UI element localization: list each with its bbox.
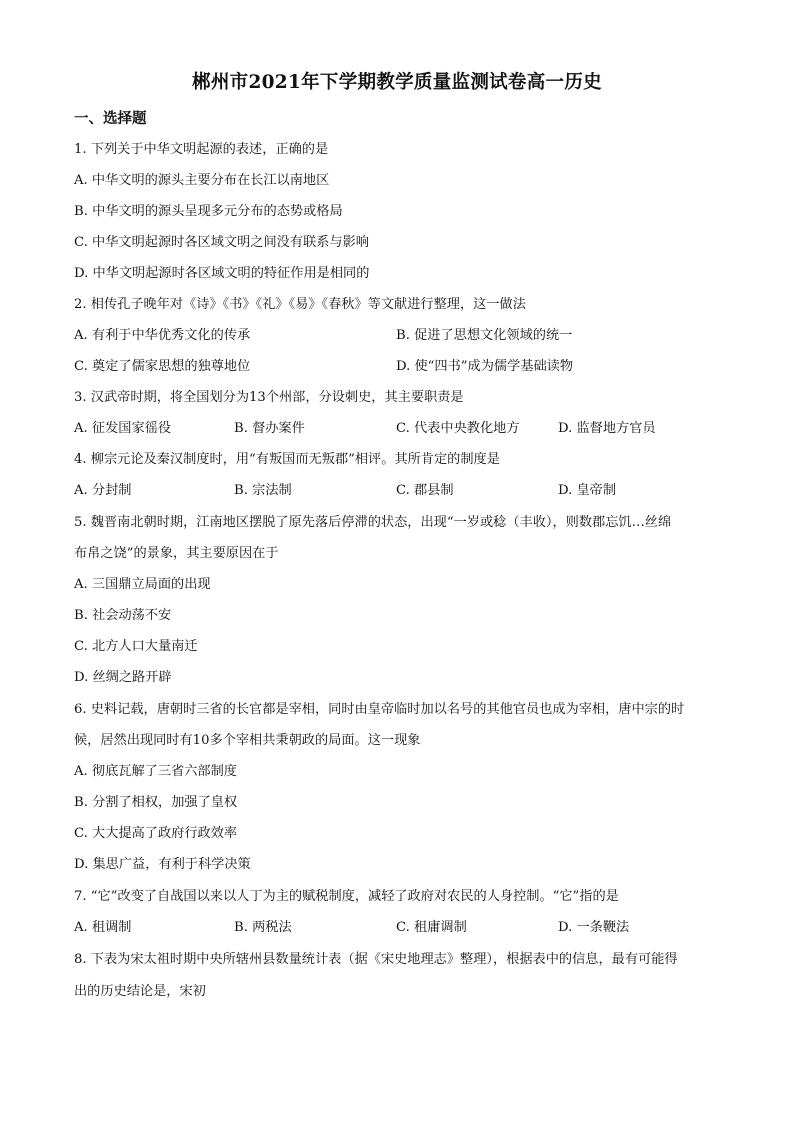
question-7-stem: 7. “它”改变了自战国以来以人丁为主的赋税制度，减轻了政府对农民的人身控制。“它”指的是	[74, 889, 619, 904]
question-4-stem: 4. 柳宗元论及秦汉制度时，用“有叛国而无叛郡”相评。其所肯定的制度是	[74, 452, 500, 467]
question-4-option-a[interactable]: A. 分封制	[74, 483, 132, 498]
question-1-option-a[interactable]: A. 中华文明的源头主要分布在长江以南地区	[74, 173, 330, 188]
question-3-option-c[interactable]: C. 代表中央教化地方	[396, 421, 520, 436]
question-5-stem-line-2: 布帛之饶”的景象，其主要原因在于	[74, 546, 279, 561]
question-4-option-d[interactable]: D. 皇帝制	[558, 483, 617, 498]
question-1-option-d[interactable]: D. 中华文明起源时各区域文明的特征作用是相同的	[74, 266, 370, 281]
question-8-stem-line-1: 8. 下表为宋太祖时期中央所辖州县数量统计表（据《宋史地理志》整理），根据表中的信息，最有可能得	[74, 952, 678, 967]
question-8-stem-line-2: 出的历史结论是，宋初	[74, 984, 206, 999]
question-6-option-c[interactable]: C. 大大提高了政府行政效率	[74, 826, 238, 841]
question-5-stem-line-1: 5. 魏晋南北朝时期，江南地区摆脱了原先落后停滞的状态，出现“一岁或稔（丰收），则数郡忘饥…丝绵	[74, 515, 672, 530]
question-5-option-b[interactable]: B. 社会动荡不安	[74, 608, 172, 623]
question-5-option-d[interactable]: D. 丝绸之路开辟	[74, 670, 172, 685]
question-6-option-a[interactable]: A. 彻底瓦解了三省六部制度	[74, 764, 237, 779]
question-2-option-d[interactable]: D. 使“四书”成为儒学基础读物	[396, 359, 574, 374]
question-1-stem: 1. 下列关于中华文明起源的表述，正确的是	[74, 142, 329, 157]
question-1-option-b[interactable]: B. 中华文明的源头呈现多元分布的态势或格局	[74, 204, 343, 219]
question-6-option-b[interactable]: B. 分割了相权，加强了皇权	[74, 795, 238, 810]
question-4-option-c[interactable]: C. 郡县制	[396, 483, 454, 498]
question-6-stem-line-1: 6. 史料记载，唐朝时三省的长官都是宰相，同时由皇帝临时加以名号的其他官员也成为宰相，唐中宗的时	[74, 702, 685, 717]
question-3-option-d[interactable]: D. 监督地方官员	[558, 421, 656, 436]
question-2-option-a[interactable]: A. 有利于中华优秀文化的传承	[74, 328, 251, 343]
section-heading: 一、选择题	[74, 111, 147, 127]
question-2-stem: 2. 相传孔子晚年对《诗》《书》《礼》《易》《春秋》等文献进行整理，这一做法	[74, 297, 526, 312]
question-2-option-b[interactable]: B. 促进了思想文化领域的统一	[396, 328, 573, 343]
question-3-stem: 3. 汉武帝时期，将全国划分为13个州部，分设刺史，其主要职责是	[74, 390, 464, 405]
question-5-option-a[interactable]: A. 三国鼎立局面的出现	[74, 577, 211, 592]
page-title: 郴州市2021年下学期教学质量监测试卷高一历史	[192, 72, 602, 93]
question-6-option-d[interactable]: D. 集思广益，有利于科学决策	[74, 857, 251, 872]
question-4-option-b[interactable]: B. 宗法制	[234, 483, 292, 498]
question-7-option-c[interactable]: C. 租庸调制	[396, 920, 467, 935]
question-7-option-d[interactable]: D. 一条鞭法	[558, 920, 630, 935]
question-2-option-c[interactable]: C. 奠定了儒家思想的独尊地位	[74, 359, 251, 374]
question-5-option-c[interactable]: C. 北方人口大量南迁	[74, 639, 198, 654]
question-7-option-b[interactable]: B. 两税法	[234, 920, 292, 935]
question-3-option-b[interactable]: B. 督办案件	[234, 421, 305, 436]
question-6-stem-line-2: 候，居然出现同时有10多个宰相共秉朝政的局面。这一现象	[74, 733, 421, 748]
question-7-option-a[interactable]: A. 租调制	[74, 920, 132, 935]
question-1-option-c[interactable]: C. 中华文明起源时各区域文明之间没有联系与影响	[74, 235, 369, 250]
question-3-option-a[interactable]: A. 征发国家徭役	[74, 421, 172, 436]
